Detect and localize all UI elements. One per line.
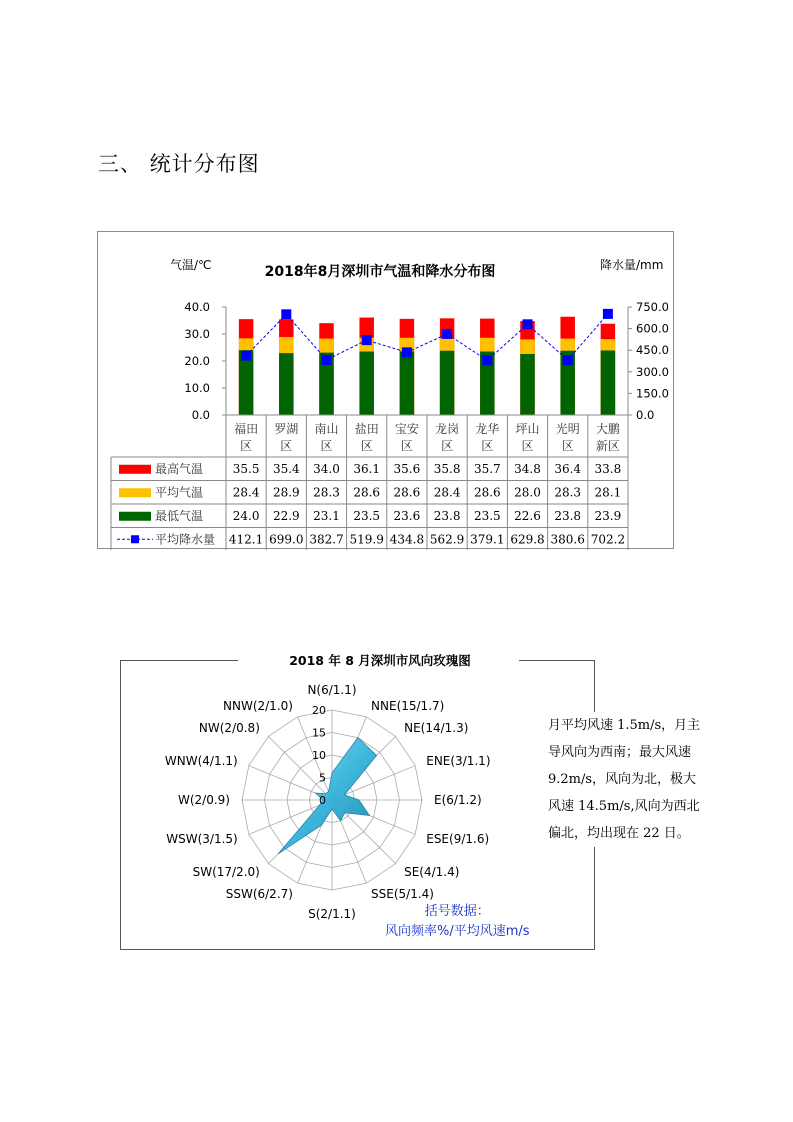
wind-rose-direction-label: SE(4/1.4) bbox=[404, 865, 460, 880]
chart1-legend-label: 平均气温 bbox=[155, 485, 204, 500]
chart1-data-label: 35.6 bbox=[393, 461, 421, 476]
chart1-y2-tick-label: 750.0 bbox=[636, 300, 669, 314]
wind-summary-text bbox=[548, 712, 718, 847]
chart1-category-label: 区 bbox=[521, 439, 534, 453]
wind-rose-direction-label: SW(17/2.0) bbox=[192, 865, 260, 880]
chart1-precipitation-marker bbox=[442, 329, 452, 339]
wind-rose-direction-label: SSW(6/2.7) bbox=[225, 887, 293, 902]
chart1-title: 2018年8月深圳市气温和降水分布图 bbox=[264, 264, 496, 280]
wind-rose-direction-label: WNW(4/1.1) bbox=[164, 753, 238, 768]
chart1-precipitation-marker bbox=[482, 355, 492, 365]
chart1-data-label: 23.1 bbox=[313, 508, 340, 523]
chart1-data-label: 699.0 bbox=[269, 532, 304, 547]
chart1-category-label: 福田 bbox=[234, 422, 259, 436]
chart1-legend-label: 平均降水量 bbox=[155, 532, 216, 547]
chart1-y-tick-label: 0.0 bbox=[191, 408, 210, 422]
chart1-data-label: 562.9 bbox=[429, 532, 465, 547]
chart1-y-tick-label: 20.0 bbox=[184, 354, 210, 368]
chart1-category-label: 龙华 bbox=[475, 422, 500, 436]
chart1-category-label: 坪山 bbox=[515, 422, 540, 436]
chart1-data-label: 380.6 bbox=[550, 532, 585, 547]
wind-rose-frequency-shape bbox=[278, 738, 377, 854]
wind-rose-radial-tick: 5 bbox=[319, 771, 326, 785]
chart1-precipitation-marker bbox=[281, 309, 291, 319]
chart1-data-label: 28.4 bbox=[433, 485, 461, 500]
temperature-precipitation-chart bbox=[97, 231, 674, 549]
chart1-category-label: 宝安 bbox=[394, 422, 419, 436]
chart1-data-label: 28.6 bbox=[473, 485, 501, 500]
chart1-y2-tick-label: 150.0 bbox=[636, 386, 669, 401]
chart1-category-label: 南山 bbox=[314, 422, 339, 436]
chart1-data-label: 28.6 bbox=[353, 485, 381, 500]
chart1-category-label: 龙岗 bbox=[435, 422, 460, 436]
wind-rose-direction-label: NW(2/0.8) bbox=[198, 720, 260, 735]
wind-rose-spoke bbox=[268, 736, 332, 800]
wind-rose-radial-tick: 15 bbox=[312, 726, 326, 740]
chart1-precipitation-marker bbox=[523, 319, 533, 329]
wind-legend-note bbox=[385, 902, 530, 942]
wind-rose-direction-label: SSE(5/1.4) bbox=[371, 887, 434, 902]
chart1-legend-swatch bbox=[119, 512, 151, 521]
chart1-data-label: 33.8 bbox=[594, 461, 622, 476]
chart1-data-label: 28.9 bbox=[272, 485, 300, 500]
chart1-category-label: 区 bbox=[360, 439, 373, 453]
chart1-bar-min bbox=[359, 352, 373, 415]
chart1-y2-tick-label: 0.0 bbox=[636, 408, 655, 422]
chart1-data-label: 28.0 bbox=[514, 485, 541, 500]
chart1-category-label: 新区 bbox=[595, 439, 620, 453]
chart1-data-label: 23.5 bbox=[473, 508, 501, 523]
wind-rose-direction-label: WSW(3/1.5) bbox=[166, 832, 238, 847]
chart1-category-label: 区 bbox=[320, 439, 333, 453]
wind-rose-direction-label: ENE(3/1.1) bbox=[426, 753, 491, 768]
chart1-category-label: 大鹏 bbox=[595, 422, 620, 436]
chart1-data-label: 23.5 bbox=[353, 508, 381, 523]
chart1-precipitation-marker bbox=[603, 309, 613, 319]
chart1-category-label: 区 bbox=[441, 439, 454, 453]
chart1-legend-swatch bbox=[119, 465, 151, 474]
chart1-data-label: 36.4 bbox=[554, 461, 582, 476]
chart1-data-label: 23.8 bbox=[554, 508, 582, 523]
chart1-precipitation-marker bbox=[402, 347, 412, 357]
chart1-data-label: 629.8 bbox=[510, 532, 545, 547]
chart1-bar-min bbox=[601, 350, 615, 415]
chart1-precipitation-line bbox=[246, 314, 608, 361]
chart1-data-label: 35.8 bbox=[433, 461, 461, 476]
chart1-data-label: 28.3 bbox=[313, 485, 340, 500]
chart1-legend-label: 最低气温 bbox=[155, 508, 204, 523]
chart1-y2-tick-label: 300.0 bbox=[636, 364, 669, 379]
chart1-data-label: 23.6 bbox=[393, 508, 421, 523]
wind-summary-line-5: 偏北，均出现在 22 日。 bbox=[548, 826, 690, 841]
chart1-legend-marker bbox=[131, 535, 139, 543]
chart1-data-label: 412.1 bbox=[228, 532, 264, 547]
chart1-data-label: 28.6 bbox=[393, 485, 421, 500]
chart1-y-tick-label: 30.0 bbox=[184, 327, 210, 341]
wind-legend-note-line-2: 风向频率%/平均风速m/s bbox=[385, 924, 530, 939]
chart1-data-label: 28.4 bbox=[232, 485, 260, 500]
chart1-data-label: 702.2 bbox=[590, 532, 626, 547]
chart1-category-label: 盐田 bbox=[354, 422, 379, 436]
chart1-bar-min bbox=[520, 354, 534, 415]
wind-summary-line-2: 导风向为西南；最大风速 bbox=[548, 745, 692, 760]
chart1-legend-swatch bbox=[119, 488, 151, 497]
chart1-bar-min bbox=[440, 351, 454, 415]
chart1-y-tick-label: 10.0 bbox=[184, 381, 210, 395]
chart1-category-label: 区 bbox=[280, 439, 293, 453]
wind-rose-direction-label: ESE(9/1.6) bbox=[426, 832, 490, 847]
chart1-data-label: 34.0 bbox=[313, 461, 340, 476]
chart1-y2-axis-label: 降水量/mm bbox=[600, 258, 664, 272]
chart1-category-label: 光明 bbox=[555, 422, 580, 436]
chart1-data-label: 434.8 bbox=[389, 532, 425, 547]
chart1-data-label: 22.6 bbox=[514, 508, 541, 523]
chart1-data-label: 23.8 bbox=[433, 508, 461, 523]
chart1-data-label: 28.3 bbox=[554, 485, 582, 500]
chart1-y2-tick-label: 450.0 bbox=[636, 343, 669, 358]
chart1-y-axis-label: 气温/℃ bbox=[170, 258, 212, 272]
chart1-category-label: 区 bbox=[481, 439, 494, 453]
chart1-category-label: 区 bbox=[400, 439, 413, 453]
wind-rose-direction-label: NNW(2/1.0) bbox=[223, 698, 293, 713]
wind-rose-radial-tick: 10 bbox=[312, 749, 326, 762]
wind-rose-direction-label: E(6/1.2) bbox=[434, 793, 482, 807]
wind-rose-direction-label: W(2/0.9) bbox=[178, 793, 230, 807]
chart1-precipitation-marker bbox=[322, 355, 332, 365]
chart1-category-label: 罗湖 bbox=[274, 422, 299, 436]
wind-summary-line-4: 风速 14.5m/s,风向为西北 bbox=[548, 799, 700, 814]
wind-summary-line-1: 月平均风速 1.5m/s，月主 bbox=[548, 718, 701, 733]
wind-rose-title: 2018 年 8 月深圳市风向玫瑰图 bbox=[289, 653, 471, 668]
chart1-category-label: 区 bbox=[561, 439, 574, 453]
chart1-precipitation-marker bbox=[563, 355, 573, 365]
wind-summary-line-3: 9.2m/s，风向为北，极大 bbox=[548, 772, 697, 787]
chart1-data-label: 35.4 bbox=[272, 461, 300, 476]
chart1-data-label: 24.0 bbox=[232, 508, 260, 523]
chart1-y-tick-label: 40.0 bbox=[184, 300, 210, 314]
chart1-bar-min bbox=[279, 353, 293, 415]
wind-rose-direction-label: N(6/1.1) bbox=[307, 683, 357, 697]
wind-legend-note-line-1: 括号数据： bbox=[424, 904, 490, 919]
wind-rose-direction-label: NE(14/1.3) bbox=[404, 720, 469, 735]
chart1-canvas bbox=[98, 232, 675, 550]
chart1-data-label: 28.1 bbox=[594, 485, 622, 500]
chart1-data-label: 35.7 bbox=[473, 461, 501, 476]
wind-rose-radial-tick: 0 bbox=[319, 794, 326, 807]
wind-rose-direction-label: NNE(15/1.7) bbox=[371, 698, 445, 713]
chart1-precipitation-marker bbox=[362, 335, 372, 345]
wind-rose-radial-tick: 20 bbox=[312, 704, 326, 717]
chart1-data-label: 23.9 bbox=[594, 508, 622, 523]
chart1-category-label: 区 bbox=[240, 439, 253, 453]
section-title: 三、 统计分布图 bbox=[98, 152, 260, 176]
chart1-data-label: 379.1 bbox=[470, 532, 505, 547]
chart1-data-label: 36.1 bbox=[353, 461, 381, 476]
chart1-data-label: 35.5 bbox=[232, 461, 260, 476]
chart1-precipitation-marker bbox=[241, 351, 251, 361]
chart1-data-label: 34.8 bbox=[514, 461, 541, 476]
wind-rose-direction-label: S(2/1.1) bbox=[308, 907, 356, 921]
chart1-bar-min bbox=[400, 351, 414, 415]
chart1-data-label: 382.7 bbox=[309, 532, 344, 547]
chart1-data-label: 22.9 bbox=[272, 508, 300, 523]
chart1-legend-label: 最高气温 bbox=[155, 461, 204, 476]
chart1-data-label: 519.9 bbox=[349, 532, 384, 547]
chart1-y2-tick-label: 600.0 bbox=[636, 321, 669, 336]
